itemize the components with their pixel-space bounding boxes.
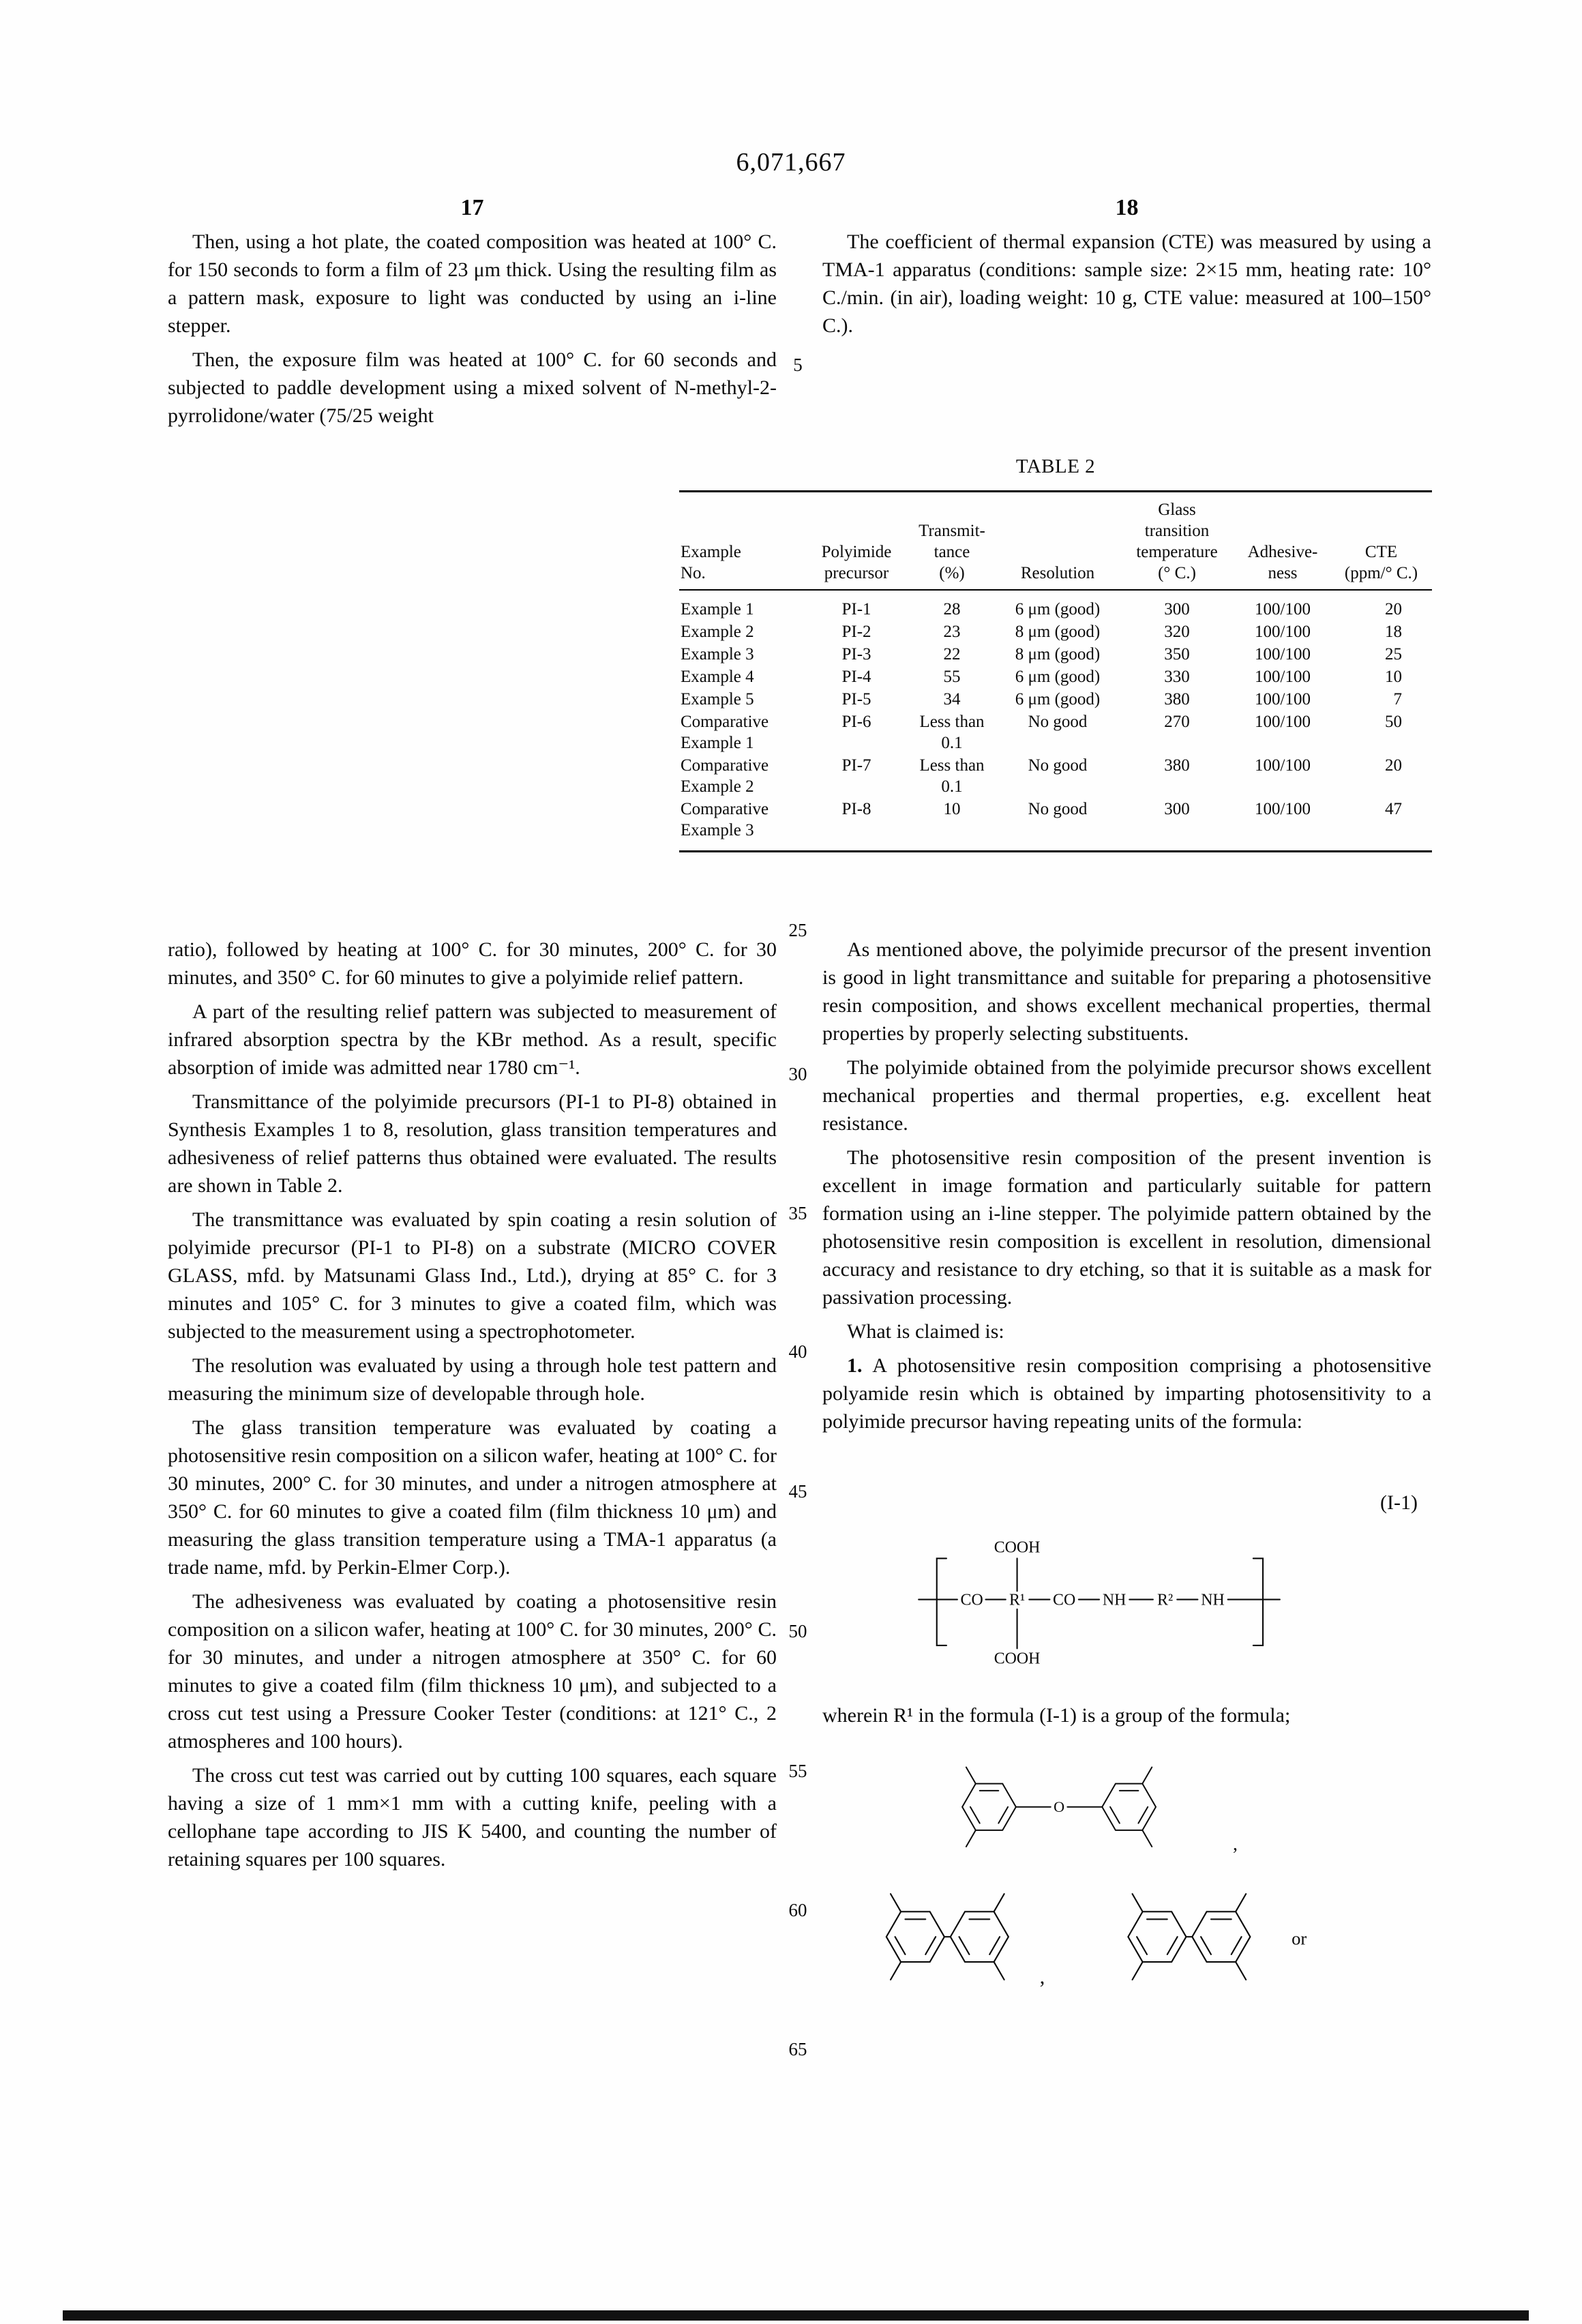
r1-label: R¹ <box>1009 1591 1026 1609</box>
table-cell: 100/100 <box>1255 756 1311 775</box>
table-cell: PI-6 <box>841 713 871 731</box>
column-header-cte: CTE (ppm/° C.) <box>1330 492 1432 591</box>
paragraph: The transmittance was evaluated by spin coating a resin solution of polyimide precursor (PI-1 to PI-8) on a substrate (MICRO COVER GLASS, mfd. by Matsunami Glass Ind., Ltd.), drying at 85° C. for 3 minutes and 105° C. for 3 minutes to give a coated film, which was subjected to the measurement using a spectrophotometer. <box>168 1208 777 1343</box>
claim-text: A photosensitive resin composition comprising a photosensitive polyamide resin which is obtained by imparting photosensitivity to a polyimide precursor having repeating units of the formula: <box>822 1354 1431 1433</box>
table-cell: PI-2 <box>841 623 871 641</box>
wherein-text: wherein R¹ in the formula (I-1) is a group of the formula; <box>822 1704 1291 1727</box>
table-cell: 100/100 <box>1255 690 1311 709</box>
line-number: 25 <box>788 920 807 940</box>
line-number: 50 <box>788 1621 807 1641</box>
table-cell: 7 <box>1393 690 1402 709</box>
table-cell: 34 <box>943 690 961 709</box>
column-header-adhesiveness: Adhesive- ness <box>1235 492 1330 591</box>
line-number: 30 <box>788 1064 807 1084</box>
table-header-row <box>679 492 1432 591</box>
ether-oxygen-label: O <box>1054 1798 1065 1816</box>
paragraph: The photosensitive resin composition of the present invention is excellent in image formation and particularly suitable for pattern formation using an i-line stepper. The polyimide pattern obtained by the photosensitive resin composition is excellent in resolution, dimensional accuracy and resistance to dry etching, so that it is suitable as a mask for passivation processing. <box>822 1146 1431 1309</box>
table-cell: Less than 0.1 <box>919 713 985 752</box>
table-cell: 380 <box>1164 756 1190 775</box>
table-cell: Example 2 <box>681 623 754 641</box>
table-cell: 28 <box>943 600 961 619</box>
right-column-top <box>822 228 1431 346</box>
table-cell: PI-8 <box>841 800 871 818</box>
line-number: 60 <box>788 1900 807 1920</box>
table-row <box>679 688 1432 711</box>
table-row <box>679 643 1432 666</box>
column-header-resolution: Resolution <box>996 492 1119 591</box>
paragraph: As mentioned above, the polyimide precursor of the present invention is good in light transmittance and suitable for preparing a photosensitive resin composition, and shows excellent mechanical properties, thermal properties by properly selecting substituents. <box>822 938 1431 1045</box>
table-cell: Example 4 <box>681 668 754 686</box>
benzene-ring <box>886 1894 944 1980</box>
paragraph: Transmittance of the polyimide precursors (PI-1 to PI-8) obtained in Synthesis Examples 1 to 8, resolution, glass transition temperatures and adhesiveness of relief patterns thus obtained were evaluated. The results are shown in Table 2. <box>168 1090 777 1197</box>
table-cell: 100/100 <box>1255 713 1311 731</box>
table-cell: 10 <box>943 800 961 818</box>
table-cell: 6 μm (good) <box>1015 600 1101 619</box>
benzene-ring <box>962 1768 1016 1847</box>
comma: , <box>1233 1834 1238 1856</box>
paragraph: The coefficient of thermal expansion (CTE) was measured by using a TMA-1 apparatus (conditions: sample size: 2×15 mm, heating rate: 10° C./min. (in air), loading weight: 10 g, CTE value: measured at 100–150° C.). <box>822 230 1431 337</box>
paragraph: The polyimide obtained from the polyimide precursor shows excellent mechanical properties and thermal properties, e.g. excellent heat resistance. <box>822 1056 1431 1135</box>
right-column-bottom <box>822 936 1431 1995</box>
benzene-ring <box>951 1894 1009 1980</box>
column-header-example-no: Example No. <box>679 492 805 591</box>
left-column-top <box>168 228 777 436</box>
table-cell: 6 μm (good) <box>1015 668 1101 686</box>
patent-number: 6,071,667 <box>736 148 846 177</box>
table-cell: PI-1 <box>841 600 871 619</box>
table-cell: 380 <box>1164 690 1190 709</box>
column-header-transmittance: Transmit- tance (%) <box>908 492 996 591</box>
table-cell: 270 <box>1164 713 1190 731</box>
table-cell: Example 1 <box>681 600 754 619</box>
table-row <box>679 754 1432 798</box>
table-title: TABLE 2 <box>1015 456 1096 477</box>
table-cell: PI-4 <box>841 668 871 686</box>
table-cell: 20 <box>1385 756 1402 775</box>
table-cell: PI-5 <box>841 690 871 709</box>
table-cell: 100/100 <box>1255 800 1311 818</box>
table-cell: 23 <box>943 623 961 641</box>
benzene-ring <box>1192 1894 1250 1980</box>
table-2-container <box>679 456 1432 852</box>
line-number: 5 <box>793 355 803 375</box>
scan-edge-artifact <box>63 2310 1529 2321</box>
table-cell: Less than 0.1 <box>919 756 985 796</box>
table-row <box>679 590 1432 621</box>
table-cell: 350 <box>1164 645 1190 664</box>
table-cell: 100/100 <box>1255 668 1311 686</box>
page-number-left: 17 <box>460 195 484 220</box>
paragraph: Then, using a hot plate, the coated composition was heated at 100° C. for 150 seconds to form a film of 23 μm thick. Using the resulting film as a pattern mask, exposure to light was conducted by using an i-line stepper. <box>168 230 777 337</box>
benzene-ring <box>1128 1894 1186 1980</box>
table-2 <box>679 490 1432 852</box>
line-number: 45 <box>788 1481 807 1502</box>
table-cell: Example 3 <box>681 645 754 664</box>
line-number: 40 <box>788 1341 807 1362</box>
table-cell: PI-7 <box>841 756 871 775</box>
nh-label: NH <box>1201 1591 1225 1609</box>
table-cell: 55 <box>943 668 961 686</box>
or-label: or <box>1292 1928 1307 1949</box>
biphenyl-structures <box>843 1879 1375 1994</box>
table-cell: 300 <box>1164 800 1190 818</box>
co-label: CO <box>1053 1591 1076 1609</box>
paragraph: The cross cut test was carried out by cutting 100 squares, each square having a size of 1 mm×1 mm with a cutting knife, peeling with a cellophane tape according to JIS K 5400, and counting the number of retaining squares per 100 squares. <box>168 1764 777 1871</box>
nh-label: NH <box>1102 1591 1126 1609</box>
formula-i1-structure <box>893 1523 1316 1674</box>
line-number: 65 <box>788 2039 807 2059</box>
comma: , <box>1039 1965 1045 1988</box>
line-number: 35 <box>788 1203 807 1223</box>
claim-1 <box>822 1352 1431 1435</box>
paragraph: A part of the resulting relief pattern was subjected to measurement of infrared absorption spectra by the KBr method. As a result, specific absorption of imide was admitted near 1780 cm⁻¹. <box>168 1000 777 1079</box>
table-cell: 8 μm (good) <box>1015 645 1101 664</box>
cooh-bottom-label: COOH <box>994 1650 1041 1668</box>
claim-number: 1. <box>847 1354 863 1377</box>
table-cell: No good <box>1028 713 1088 731</box>
table-row <box>679 798 1432 852</box>
table-cell: No good <box>1028 800 1088 818</box>
table-cell: 320 <box>1164 623 1190 641</box>
table-cell: No good <box>1028 756 1088 775</box>
table-cell: 300 <box>1164 600 1190 619</box>
table-cell: 100/100 <box>1255 600 1311 619</box>
table-cell: 50 <box>1385 713 1402 731</box>
table-row <box>679 666 1432 688</box>
table-cell: PI-3 <box>841 645 871 664</box>
column-header-glass-transition: Glass transition temperature (° C.) <box>1119 492 1235 591</box>
paragraph: ratio), followed by heating at 100° C. for 30 minutes, 200° C. for 30 minutes, and 350° C. for 60 minutes to give a polyimide relief pattern. <box>168 938 777 989</box>
table-cell: 25 <box>1385 645 1402 664</box>
paragraph: The glass transition temperature was evaluated by coating a photosensitive resin composition on a silicon wafer, heating at 100° C. for 30 minutes, 200° C. for 30 minutes, and under a nitrogen atmosphere at 350° C. for 60 minutes to give a coated film (film thickness 10 μm) and measuring the glass transition temperature using a TMA-1 apparatus (a trade name, mfd. by Perkin-Elmer Corp.). <box>168 1416 777 1579</box>
co-label: CO <box>960 1591 983 1609</box>
table-row <box>679 711 1432 754</box>
table-cell: 100/100 <box>1255 645 1311 664</box>
table-cell: 8 μm (good) <box>1015 623 1101 641</box>
r2-label: R² <box>1157 1591 1174 1609</box>
column-header-polyimide-precursor: Polyimide precursor <box>805 492 908 591</box>
table-cell: 100/100 <box>1255 623 1311 641</box>
table-cell: 330 <box>1164 668 1190 686</box>
cooh-top-label: COOH <box>994 1538 1041 1557</box>
paragraph: The adhesiveness was evaluated by coating a photosensitive resin composition on a silicon wafer, heating at 100° C. for 30 minutes, 200° C. for 30 minutes, and under a nitrogen atmosphere at 350° C. for 60 minutes to give a coated film (film thickness 10 μm), and subjected to a cross cut test using a Pressure Cooker Tester (conditions: at 121° C., 2 atmospheres and 100 hours). <box>168 1590 777 1753</box>
table-cell: 6 μm (good) <box>1015 690 1101 709</box>
formula-label: (I-1) <box>1380 1491 1418 1514</box>
table-cell: 47 <box>1385 800 1402 818</box>
table-row <box>679 621 1432 643</box>
paragraph: Then, the exposure film was heated at 100° C. for 60 seconds and subjected to paddle development using a mixed solvent of N-methyl-2-pyrrolidone/water (75/25 weight <box>168 348 777 427</box>
left-column-bottom <box>168 936 777 1879</box>
line-number: 55 <box>788 1761 807 1781</box>
table-cell: Comparative Example 1 <box>681 713 769 752</box>
table-cell: 22 <box>943 645 961 664</box>
claims-intro: What is claimed is: <box>847 1320 1004 1343</box>
table-cell: Comparative Example 2 <box>681 756 769 796</box>
table-cell: Example 5 <box>681 690 754 709</box>
table-cell: Comparative Example 3 <box>681 800 769 839</box>
table-cell: 18 <box>1385 623 1402 641</box>
table-cell: 20 <box>1385 600 1402 619</box>
page-number-right: 18 <box>1115 195 1139 220</box>
diphenyl-ether-structure <box>866 1759 1302 1860</box>
table-cell: 10 <box>1385 668 1402 686</box>
benzene-ring <box>1102 1768 1156 1847</box>
paragraph: The resolution was evaluated by using a through hole test pattern and measuring the minimum size of developable through hole. <box>168 1354 777 1405</box>
